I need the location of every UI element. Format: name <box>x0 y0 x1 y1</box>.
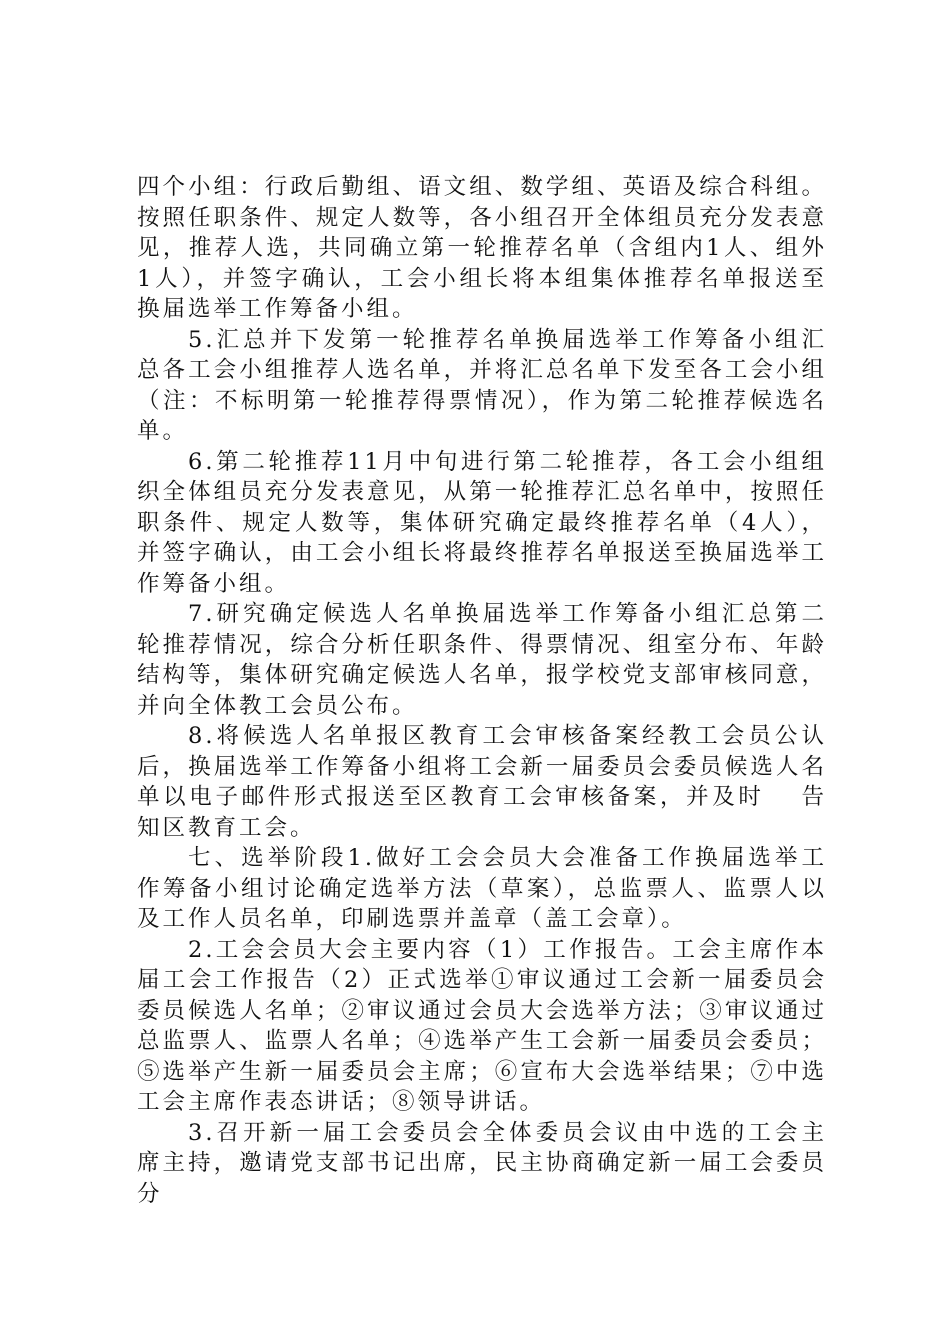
paragraph-assembly-content: 2.工会会员大会主要内容（1）工作报告。工会主席作本届工会工作报告（2）正式选举①审议通过工会新一届委员会委员候选人名单；②审议通过会员大会选举方法；③审议通过总监票人、监票人名单；④选举产生工会新一届委员会委员；⑤选举产生新一届委员会主席；⑥宣布大会选举结果；⑦中选工会主席作表态讲话；⑧领导讲话。 <box>137 936 827 1115</box>
paragraph-step-6: 6.第二轮推荐11月中旬进行第二轮推荐，各工会小组组织全体组员充分发表意见，从第一轮推荐汇总名单中，按照任职条件、规定人数等，集体研究确定最终推荐名单（4人），并签字确认，由工会小组长将最终推荐名单报送至换届选举工作筹备小组。 <box>137 448 827 597</box>
paragraph-step-5: 5.汇总并下发第一轮推荐名单换届选举工作筹备小组汇总各工会小组推荐人选名单，并将汇总名单下发至各工会小组（注：不标明第一轮推荐得票情况），作为第二轮推荐候选名单。 <box>137 326 827 444</box>
paragraph-groups: 四个小组：行政后勤组、语文组、数学组、英语及综合科组。按照任职条件、规定人数等，各小组召开全体组员充分发表意见，推荐人选，共同确立第一轮推荐名单（含组内1人、组外1人），并签字确认，工会小组长将本组集体推荐名单报送至换届选举工作筹备小组。 <box>137 174 827 322</box>
paragraph-committee-meeting: 3.召开新一届工会委员会全体委员会议由中选的工会主席主持，邀请党支部书记出席，民主协商确定新一届工会委员分 <box>137 1119 827 1207</box>
document-body <box>137 172 827 1209</box>
paragraph-step-8: 8.将候选人名单报区教育工会审核备案经教工会员公认后，换届选举工作筹备小组将工会新一届委员会委员候选人名单以电子邮件形式报送至区教育工会审核备案，并及时 告知区教育工会。 <box>137 723 827 841</box>
paragraph-step-7: 7.研究确定候选人名单换届选举工作筹备小组汇总第二轮推荐情况，综合分析任职条件、得票情况、组室分布、年龄结构等，集体研究确定候选人名单，报学校党支部审核同意，并向全体教工会员公布。 <box>137 601 827 719</box>
paragraph-election-stage: 七、选举阶段1.做好工会会员大会准备工作换届选举工作筹备小组讨论确定选举方法（草案），总监票人、监票人以及工作人员名单，印刷选票并盖章（盖工会章）。 <box>137 845 827 932</box>
